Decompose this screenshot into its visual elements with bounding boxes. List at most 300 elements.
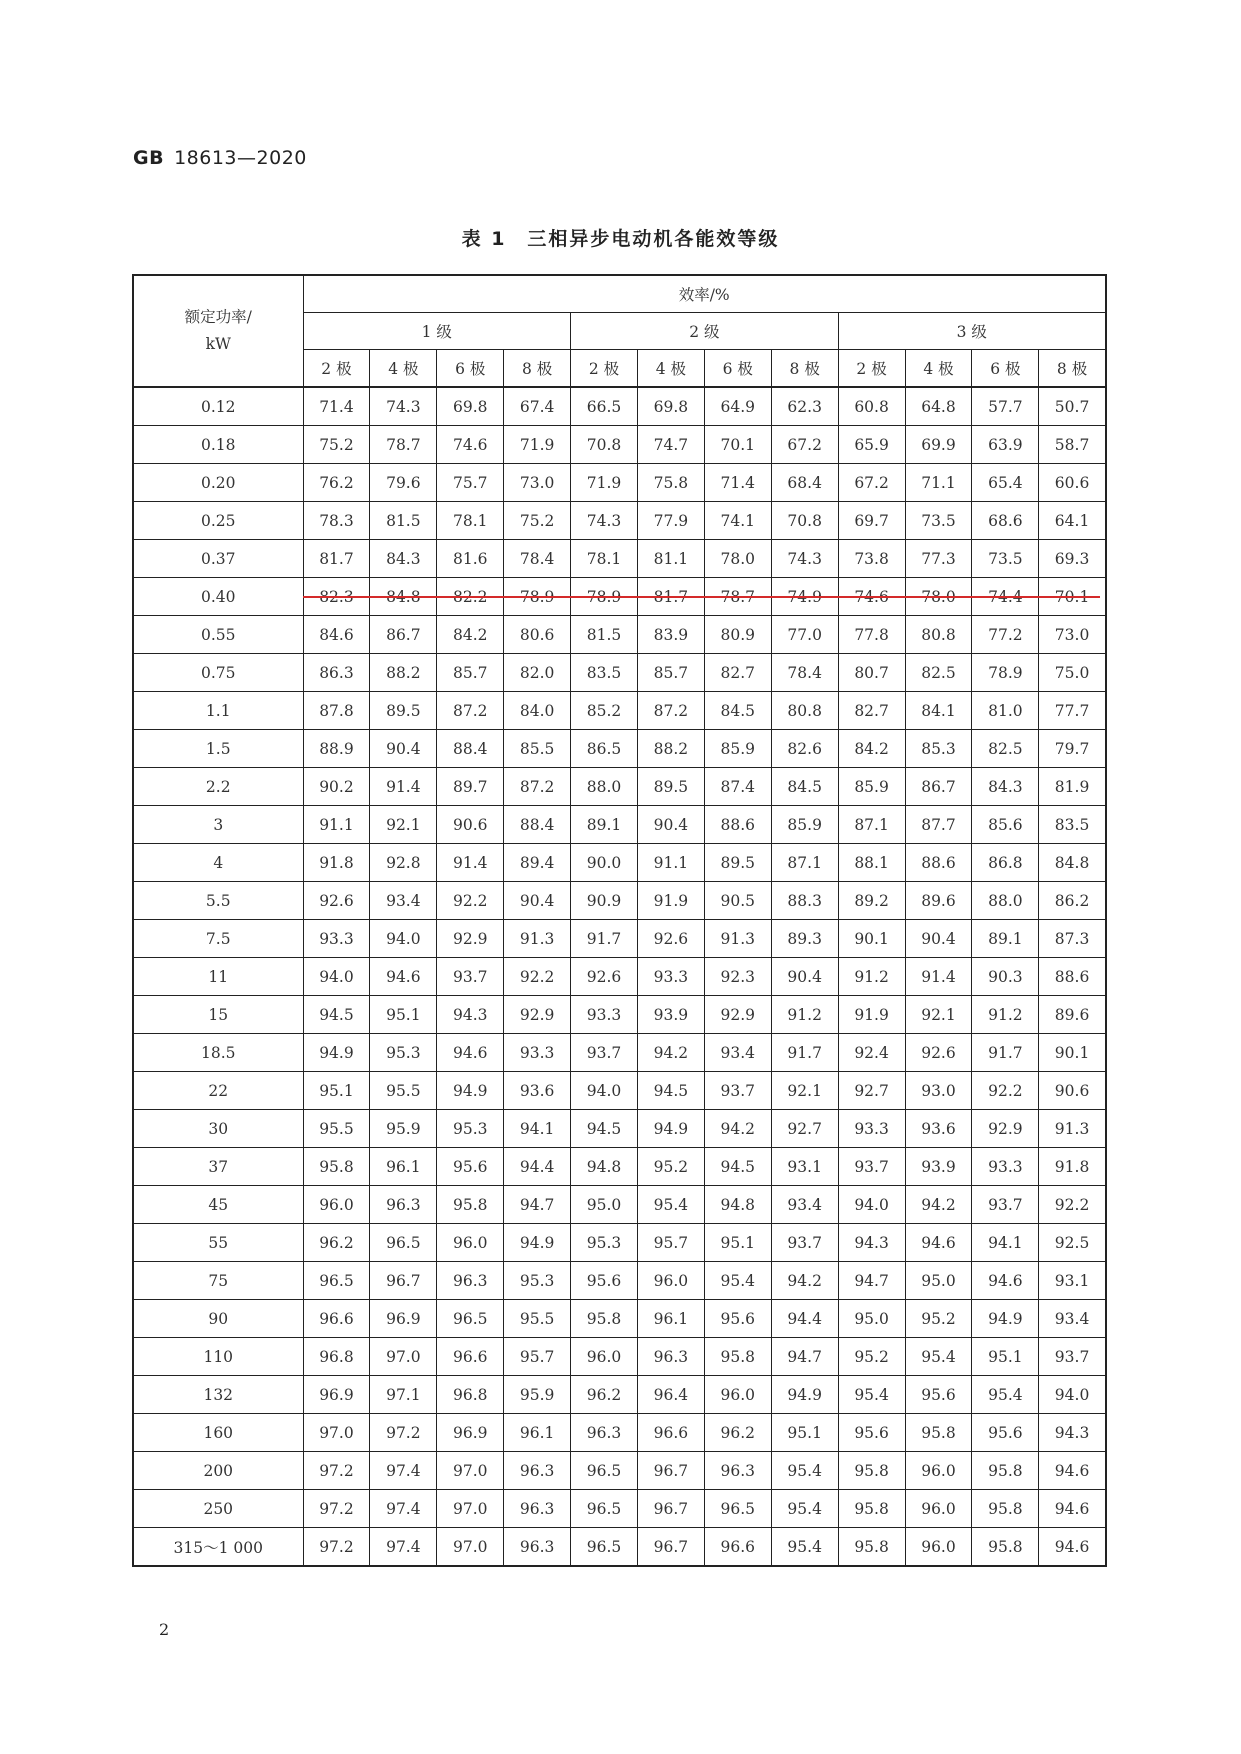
efficiency-cell: 94.9 — [637, 1110, 704, 1148]
efficiency-cell: 74.4 — [972, 578, 1039, 616]
efficiency-cell: 81.5 — [571, 616, 638, 654]
efficiency-cell: 91.2 — [838, 958, 905, 996]
table-row — [133, 1376, 1106, 1414]
efficiency-cell: 94.7 — [838, 1262, 905, 1300]
efficiency-cell: 97.0 — [370, 1338, 437, 1376]
efficiency-cell: 80.7 — [838, 654, 905, 692]
pole-header: 4 极 — [905, 350, 972, 388]
efficiency-cell: 77.2 — [972, 616, 1039, 654]
efficiency-cell: 91.2 — [771, 996, 838, 1034]
efficiency-cell: 74.6 — [437, 426, 504, 464]
efficiency-cell: 92.5 — [1039, 1224, 1106, 1262]
efficiency-cell: 94.5 — [637, 1072, 704, 1110]
efficiency-cell: 88.3 — [771, 882, 838, 920]
table-row — [133, 387, 1106, 426]
efficiency-cell: 84.3 — [972, 768, 1039, 806]
efficiency-cell: 86.2 — [1039, 882, 1106, 920]
pole-header: 8 极 — [504, 350, 571, 388]
efficiency-cell: 95.4 — [972, 1376, 1039, 1414]
strikethrough-annotation — [303, 596, 1100, 598]
rated-power-cell: 18.5 — [133, 1034, 303, 1072]
efficiency-cell: 96.4 — [637, 1376, 704, 1414]
rated-power-cell: 5.5 — [133, 882, 303, 920]
efficiency-cell: 81.1 — [637, 540, 704, 578]
efficiency-cell: 82.3 — [303, 578, 370, 616]
efficiency-cell: 81.7 — [637, 578, 704, 616]
efficiency-cell: 92.7 — [838, 1072, 905, 1110]
efficiency-cell: 96.0 — [571, 1338, 638, 1376]
efficiency-cell: 95.6 — [905, 1376, 972, 1414]
efficiency-cell: 84.8 — [370, 578, 437, 616]
efficiency-cell: 86.7 — [370, 616, 437, 654]
efficiency-cell: 71.9 — [571, 464, 638, 502]
efficiency-cell: 95.0 — [838, 1300, 905, 1338]
efficiency-cell: 92.6 — [571, 958, 638, 996]
efficiency-cell: 74.3 — [571, 502, 638, 540]
efficiency-cell: 94.5 — [303, 996, 370, 1034]
efficiency-cell: 89.5 — [370, 692, 437, 730]
efficiency-cell: 65.9 — [838, 426, 905, 464]
efficiency-cell: 94.1 — [504, 1110, 571, 1148]
efficiency-cell: 95.9 — [370, 1110, 437, 1148]
efficiency-cell: 89.5 — [637, 768, 704, 806]
efficiency-cell: 96.5 — [370, 1224, 437, 1262]
table-row — [133, 1224, 1106, 1262]
efficiency-cell: 68.6 — [972, 502, 1039, 540]
efficiency-cell: 92.2 — [972, 1072, 1039, 1110]
efficiency-cell: 95.8 — [704, 1338, 771, 1376]
rated-power-cell: 1.5 — [133, 730, 303, 768]
efficiency-cell: 87.2 — [504, 768, 571, 806]
table-row — [133, 920, 1106, 958]
efficiency-cell: 82.7 — [704, 654, 771, 692]
efficiency-cell: 95.6 — [704, 1300, 771, 1338]
efficiency-cell: 95.2 — [838, 1338, 905, 1376]
efficiency-cell: 86.7 — [905, 768, 972, 806]
efficiency-cell: 91.7 — [771, 1034, 838, 1072]
efficiency-cell: 96.3 — [437, 1262, 504, 1300]
efficiency-cell: 96.6 — [437, 1338, 504, 1376]
efficiency-cell: 95.1 — [704, 1224, 771, 1262]
efficiency-cell: 87.1 — [838, 806, 905, 844]
efficiency-cell: 78.7 — [370, 426, 437, 464]
efficiency-cell: 94.6 — [1039, 1452, 1106, 1490]
efficiency-cell: 60.6 — [1039, 464, 1106, 502]
efficiency-cell: 74.6 — [838, 578, 905, 616]
efficiency-cell: 85.5 — [504, 730, 571, 768]
efficiency-cell: 93.1 — [1039, 1262, 1106, 1300]
rated-power-cell: 2.2 — [133, 768, 303, 806]
efficiency-cell: 94.9 — [504, 1224, 571, 1262]
efficiency-cell: 78.9 — [571, 578, 638, 616]
efficiency-cell: 95.8 — [303, 1148, 370, 1186]
efficiency-cell: 95.4 — [771, 1490, 838, 1528]
efficiency-cell: 94.8 — [571, 1148, 638, 1186]
efficiency-cell: 91.8 — [303, 844, 370, 882]
efficiency-cell: 80.9 — [704, 616, 771, 654]
efficiency-cell: 95.3 — [370, 1034, 437, 1072]
efficiency-cell: 67.2 — [838, 464, 905, 502]
efficiency-cell: 76.2 — [303, 464, 370, 502]
efficiency-cell: 87.2 — [637, 692, 704, 730]
efficiency-cell: 85.3 — [905, 730, 972, 768]
efficiency-cell: 75.8 — [637, 464, 704, 502]
efficiency-cell: 96.0 — [905, 1490, 972, 1528]
efficiency-cell: 90.0 — [571, 844, 638, 882]
efficiency-cell: 75.7 — [437, 464, 504, 502]
efficiency-cell: 96.6 — [637, 1414, 704, 1452]
efficiency-cell: 96.3 — [504, 1452, 571, 1490]
efficiency-cell: 95.5 — [303, 1110, 370, 1148]
efficiency-cell: 94.6 — [437, 1034, 504, 1072]
efficiency-cell: 95.6 — [437, 1148, 504, 1186]
efficiency-cell: 97.2 — [370, 1414, 437, 1452]
efficiency-cell: 96.5 — [571, 1452, 638, 1490]
efficiency-cell: 92.6 — [303, 882, 370, 920]
efficiency-cell: 93.7 — [437, 958, 504, 996]
efficiency-cell: 70.1 — [704, 426, 771, 464]
pole-header: 6 极 — [437, 350, 504, 388]
rated-power-cell: 200 — [133, 1452, 303, 1490]
efficiency-cell: 91.3 — [704, 920, 771, 958]
efficiency-cell: 89.7 — [437, 768, 504, 806]
efficiency-cell: 69.8 — [637, 387, 704, 426]
efficiency-cell: 95.5 — [504, 1300, 571, 1338]
table-row — [133, 1186, 1106, 1224]
table-row — [133, 844, 1106, 882]
efficiency-cell: 90.1 — [838, 920, 905, 958]
efficiency-cell: 80.8 — [905, 616, 972, 654]
efficiency-cell: 74.9 — [771, 578, 838, 616]
efficiency-cell: 96.3 — [571, 1414, 638, 1452]
efficiency-cell: 95.0 — [905, 1262, 972, 1300]
efficiency-cell: 75.0 — [1039, 654, 1106, 692]
table-row — [133, 730, 1106, 768]
efficiency-cell: 81.7 — [303, 540, 370, 578]
efficiency-cell: 84.6 — [303, 616, 370, 654]
efficiency-cell: 97.2 — [303, 1528, 370, 1567]
efficiency-cell: 87.2 — [437, 692, 504, 730]
efficiency-cell: 85.9 — [704, 730, 771, 768]
efficiency-cell: 78.4 — [504, 540, 571, 578]
efficiency-cell: 85.2 — [571, 692, 638, 730]
efficiency-cell: 96.0 — [637, 1262, 704, 1300]
table-row — [133, 806, 1106, 844]
efficiency-cell: 96.0 — [437, 1224, 504, 1262]
efficiency-cell: 71.4 — [303, 387, 370, 426]
efficiency-cell: 86.5 — [571, 730, 638, 768]
efficiency-cell: 95.1 — [303, 1072, 370, 1110]
efficiency-cell: 88.2 — [637, 730, 704, 768]
table-row — [133, 1072, 1106, 1110]
rated-power-header: 额定功率/ kW — [133, 275, 303, 387]
rated-power-cell: 132 — [133, 1376, 303, 1414]
efficiency-cell: 77.3 — [905, 540, 972, 578]
efficiency-cell: 58.7 — [1039, 426, 1106, 464]
efficiency-cell: 92.1 — [370, 806, 437, 844]
efficiency-cell: 81.0 — [972, 692, 1039, 730]
efficiency-cell: 94.6 — [1039, 1528, 1106, 1567]
efficiency-cell: 94.0 — [571, 1072, 638, 1110]
pole-header: 8 极 — [1039, 350, 1106, 388]
efficiency-cell: 96.0 — [303, 1186, 370, 1224]
pole-header: 8 极 — [771, 350, 838, 388]
efficiency-cell: 79.6 — [370, 464, 437, 502]
efficiency-cell: 92.6 — [637, 920, 704, 958]
table-row — [133, 616, 1106, 654]
rated-power-cell: 0.75 — [133, 654, 303, 692]
efficiency-cell: 96.8 — [437, 1376, 504, 1414]
efficiency-cell: 92.9 — [504, 996, 571, 1034]
efficiency-cell: 84.3 — [370, 540, 437, 578]
standard-code: 18613—2020 — [174, 147, 307, 169]
efficiency-cell: 93.4 — [370, 882, 437, 920]
efficiency-cell: 85.7 — [637, 654, 704, 692]
table-row — [133, 1262, 1106, 1300]
efficiency-cell: 81.5 — [370, 502, 437, 540]
efficiency-cell: 94.1 — [972, 1224, 1039, 1262]
table-row — [133, 502, 1106, 540]
efficiency-cell: 96.1 — [504, 1414, 571, 1452]
efficiency-cell: 83.5 — [571, 654, 638, 692]
efficiency-cell: 64.8 — [905, 387, 972, 426]
efficiency-cell: 93.1 — [771, 1148, 838, 1186]
rated-power-cell: 110 — [133, 1338, 303, 1376]
efficiency-cell: 94.3 — [1039, 1414, 1106, 1452]
efficiency-cell: 94.0 — [838, 1186, 905, 1224]
efficiency-cell: 93.7 — [1039, 1338, 1106, 1376]
efficiency-cell: 78.1 — [571, 540, 638, 578]
efficiency-cell: 95.1 — [370, 996, 437, 1034]
efficiency-cell: 90.4 — [771, 958, 838, 996]
efficiency-cell: 67.4 — [504, 387, 571, 426]
efficiency-cell: 94.6 — [905, 1224, 972, 1262]
efficiency-cell: 92.7 — [771, 1110, 838, 1148]
efficiency-cell: 96.5 — [571, 1490, 638, 1528]
efficiency-cell: 94.7 — [771, 1338, 838, 1376]
efficiency-cell: 91.7 — [571, 920, 638, 958]
efficiency-cell: 84.5 — [771, 768, 838, 806]
efficiency-cell: 80.6 — [504, 616, 571, 654]
efficiency-cell: 93.6 — [504, 1072, 571, 1110]
efficiency-cell: 80.8 — [771, 692, 838, 730]
pole-header: 2 极 — [303, 350, 370, 388]
efficiency-cell: 87.3 — [1039, 920, 1106, 958]
efficiency-cell: 69.8 — [437, 387, 504, 426]
efficiency-cell: 96.6 — [704, 1528, 771, 1567]
efficiency-cell: 83.5 — [1039, 806, 1106, 844]
efficiency-cell: 94.6 — [972, 1262, 1039, 1300]
efficiency-cell: 73.8 — [838, 540, 905, 578]
efficiency-cell: 94.0 — [303, 958, 370, 996]
rated-power-cell: 0.12 — [133, 387, 303, 426]
efficiency-cell: 92.3 — [704, 958, 771, 996]
efficiency-cell: 92.1 — [905, 996, 972, 1034]
efficiency-cell: 70.8 — [571, 426, 638, 464]
efficiency-cell: 81.9 — [1039, 768, 1106, 806]
table-row — [133, 540, 1106, 578]
efficiency-cell: 93.4 — [1039, 1300, 1106, 1338]
efficiency-cell: 50.7 — [1039, 387, 1106, 426]
efficiency-cell: 92.6 — [905, 1034, 972, 1072]
pole-header: 4 极 — [637, 350, 704, 388]
efficiency-cell: 93.3 — [972, 1148, 1039, 1186]
efficiency-cell: 77.9 — [637, 502, 704, 540]
efficiency-cell: 93.0 — [905, 1072, 972, 1110]
efficiency-cell: 91.2 — [972, 996, 1039, 1034]
efficiency-cell: 93.7 — [771, 1224, 838, 1262]
efficiency-cell: 97.4 — [370, 1528, 437, 1567]
efficiency-cell: 97.4 — [370, 1490, 437, 1528]
table-row — [133, 692, 1106, 730]
efficiency-cell: 78.9 — [504, 578, 571, 616]
efficiency-cell: 96.3 — [370, 1186, 437, 1224]
efficiency-cell: 93.3 — [838, 1110, 905, 1148]
rated-power-cell: 0.18 — [133, 426, 303, 464]
efficiency-cell: 96.7 — [637, 1528, 704, 1567]
table-row — [133, 1414, 1106, 1452]
efficiency-cell: 90.6 — [437, 806, 504, 844]
efficiency-cell: 96.3 — [504, 1490, 571, 1528]
rated-power-cell: 3 — [133, 806, 303, 844]
efficiency-cell: 69.9 — [905, 426, 972, 464]
efficiency-cell: 94.9 — [771, 1376, 838, 1414]
rated-power-cell: 90 — [133, 1300, 303, 1338]
efficiency-cell: 97.2 — [303, 1452, 370, 1490]
efficiency-cell: 85.7 — [437, 654, 504, 692]
efficiency-cell: 74.7 — [637, 426, 704, 464]
rated-power-cell: 45 — [133, 1186, 303, 1224]
efficiency-cell: 88.2 — [370, 654, 437, 692]
efficiency-cell: 92.9 — [437, 920, 504, 958]
efficiency-cell: 96.2 — [571, 1376, 638, 1414]
efficiency-cell: 95.8 — [972, 1490, 1039, 1528]
table-row — [133, 768, 1106, 806]
efficiency-cell: 74.3 — [771, 540, 838, 578]
efficiency-cell: 82.0 — [504, 654, 571, 692]
efficiency-cell: 90.4 — [504, 882, 571, 920]
efficiency-cell: 89.3 — [771, 920, 838, 958]
efficiency-cell: 95.1 — [972, 1338, 1039, 1376]
efficiency-cell: 93.4 — [704, 1034, 771, 1072]
efficiency-cell: 94.0 — [370, 920, 437, 958]
rated-power-cell: 55 — [133, 1224, 303, 1262]
efficiency-header: 效率/% — [303, 275, 1106, 313]
efficiency-cell: 75.2 — [303, 426, 370, 464]
efficiency-cell: 96.3 — [704, 1452, 771, 1490]
efficiency-cell: 97.4 — [370, 1452, 437, 1490]
efficiency-cell: 73.0 — [504, 464, 571, 502]
efficiency-cell: 93.7 — [972, 1186, 1039, 1224]
efficiency-cell: 63.9 — [972, 426, 1039, 464]
efficiency-cell: 88.0 — [972, 882, 1039, 920]
efficiency-cell: 94.9 — [437, 1072, 504, 1110]
efficiency-cell: 94.2 — [905, 1186, 972, 1224]
efficiency-cell: 90.1 — [1039, 1034, 1106, 1072]
rated-power-cell: 4 — [133, 844, 303, 882]
rated-power-cell: 315～1 000 — [133, 1528, 303, 1567]
efficiency-cell: 82.5 — [972, 730, 1039, 768]
efficiency-cell: 78.1 — [437, 502, 504, 540]
efficiency-cell: 94.9 — [972, 1300, 1039, 1338]
efficiency-cell: 96.2 — [704, 1414, 771, 1452]
efficiency-cell: 95.3 — [571, 1224, 638, 1262]
efficiency-table — [132, 274, 1107, 1567]
efficiency-cell: 94.4 — [771, 1300, 838, 1338]
table-row — [133, 1528, 1106, 1567]
efficiency-cell: 78.0 — [704, 540, 771, 578]
efficiency-cell: 73.0 — [1039, 616, 1106, 654]
rated-power-cell: 0.37 — [133, 540, 303, 578]
efficiency-cell: 95.4 — [771, 1452, 838, 1490]
efficiency-cell: 92.2 — [504, 958, 571, 996]
efficiency-cell: 96.1 — [637, 1300, 704, 1338]
efficiency-cell: 96.7 — [637, 1452, 704, 1490]
efficiency-cell: 84.0 — [504, 692, 571, 730]
efficiency-cell: 86.8 — [972, 844, 1039, 882]
efficiency-cell: 62.3 — [771, 387, 838, 426]
efficiency-cell: 95.4 — [704, 1262, 771, 1300]
efficiency-cell: 95.1 — [771, 1414, 838, 1452]
efficiency-cell: 89.1 — [571, 806, 638, 844]
efficiency-cell: 89.1 — [972, 920, 1039, 958]
efficiency-cell: 90.4 — [370, 730, 437, 768]
rated-power-cell: 0.25 — [133, 502, 303, 540]
efficiency-cell: 94.6 — [370, 958, 437, 996]
efficiency-cell: 82.5 — [905, 654, 972, 692]
efficiency-cell: 82.2 — [437, 578, 504, 616]
table-caption: 表 1 三相异步电动机各能效等级 — [461, 228, 780, 250]
efficiency-cell: 89.6 — [1039, 996, 1106, 1034]
efficiency-cell: 96.1 — [370, 1148, 437, 1186]
efficiency-cell: 67.2 — [771, 426, 838, 464]
efficiency-cell: 92.9 — [704, 996, 771, 1034]
efficiency-cell: 95.8 — [571, 1300, 638, 1338]
efficiency-cell: 79.7 — [1039, 730, 1106, 768]
table-row — [133, 1490, 1106, 1528]
table-row — [133, 426, 1106, 464]
efficiency-cell: 78.3 — [303, 502, 370, 540]
table-row — [133, 996, 1106, 1034]
efficiency-cell: 60.8 — [838, 387, 905, 426]
efficiency-cell: 78.9 — [972, 654, 1039, 692]
efficiency-cell: 95.9 — [504, 1376, 571, 1414]
table-row — [133, 1110, 1106, 1148]
efficiency-cell: 87.1 — [771, 844, 838, 882]
efficiency-cell: 95.4 — [838, 1376, 905, 1414]
efficiency-cell: 84.2 — [437, 616, 504, 654]
efficiency-cell: 88.4 — [504, 806, 571, 844]
efficiency-cell: 92.1 — [771, 1072, 838, 1110]
efficiency-cell: 94.7 — [504, 1186, 571, 1224]
efficiency-cell: 93.7 — [838, 1148, 905, 1186]
pole-header: 2 极 — [838, 350, 905, 388]
efficiency-cell: 91.1 — [637, 844, 704, 882]
rated-power-cell: 0.20 — [133, 464, 303, 502]
efficiency-cell: 94.5 — [704, 1148, 771, 1186]
efficiency-cell: 84.5 — [704, 692, 771, 730]
rated-power-cell: 0.40 — [133, 578, 303, 616]
rated-power-cell: 7.5 — [133, 920, 303, 958]
efficiency-cell: 82.6 — [771, 730, 838, 768]
table-row — [133, 1452, 1106, 1490]
efficiency-cell: 85.9 — [838, 768, 905, 806]
rated-power-cell: 160 — [133, 1414, 303, 1452]
efficiency-cell: 94.0 — [1039, 1376, 1106, 1414]
efficiency-cell: 73.5 — [905, 502, 972, 540]
efficiency-cell: 87.8 — [303, 692, 370, 730]
efficiency-cell: 95.4 — [905, 1338, 972, 1376]
